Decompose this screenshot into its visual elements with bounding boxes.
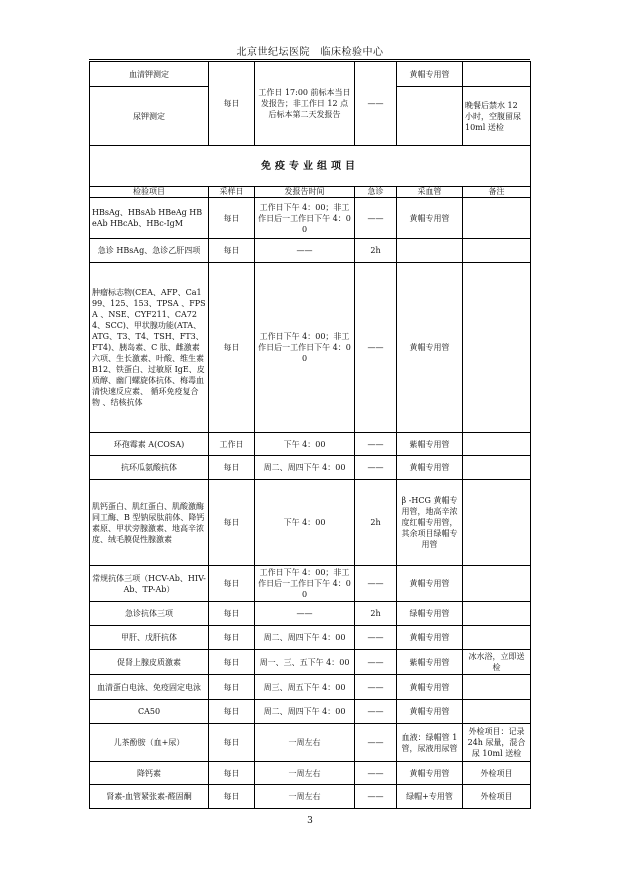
item-cell: 血清蛋白电泳、免疫固定电泳 (90, 675, 209, 700)
tube-cell: 黄帽专用管 (397, 198, 463, 239)
column-header-row (90, 187, 531, 198)
item-cell: 抗环瓜氨酸抗体 (90, 456, 209, 480)
day-cell: 每日 (209, 239, 255, 263)
table-row (90, 626, 531, 650)
note-cell: 外检项目：记录 24h 尿量，混合尿 10ml 送检 (463, 724, 531, 762)
column-header: 检验项目 (90, 187, 209, 198)
day-cell: 每日 (209, 62, 255, 146)
table-row (90, 650, 531, 675)
tube-cell: 黄帽专用管 (397, 700, 463, 724)
report-time-cell: 周二、周四下午 4：00 (255, 700, 355, 724)
table-row (90, 433, 531, 456)
urgent-cell: —— (355, 626, 397, 650)
report-time-cell: 工作日下午 4：00；非工作日后一工作日下午 4：00 (255, 566, 355, 602)
urgent-cell: —— (355, 675, 397, 700)
tube-cell: 紫帽专用管 (397, 433, 463, 456)
urgent-cell: —— (355, 433, 397, 456)
day-cell: 每日 (209, 480, 255, 566)
item-cell: 降钙素 (90, 762, 209, 785)
urgent-cell: —— (355, 263, 397, 433)
day-cell: 每日 (209, 566, 255, 602)
day-cell: 工作日 (209, 433, 255, 456)
note-cell: 晚餐后禁水 12 小时，空腹留尿 10ml 送检 (463, 87, 531, 146)
urgent-cell: —— (355, 650, 397, 675)
day-cell: 每日 (209, 650, 255, 675)
item-cell: 尿钾测定 (90, 87, 209, 146)
note-cell (463, 198, 531, 239)
page-number: 3 (307, 816, 313, 826)
table-row (90, 239, 531, 263)
urgent-cell: —— (355, 724, 397, 762)
table-row (90, 785, 531, 809)
note-cell (463, 263, 531, 433)
note-cell (463, 433, 531, 456)
item-cell: 急诊 HBsAg、急诊乙肝四项 (90, 239, 209, 263)
column-header: 发报告时间 (255, 187, 355, 198)
urgent-cell: —— (355, 700, 397, 724)
item-cell: 儿茶酚胺（血+尿） (90, 724, 209, 762)
day-cell: 每日 (209, 198, 255, 239)
day-cell: 每日 (209, 785, 255, 809)
report-time-cell: 一周左右 (255, 762, 355, 785)
table-row (90, 480, 531, 566)
table-row (90, 724, 531, 762)
tube-cell: β -HCG 黄帽专用管，地高辛浓度红帽专用管，其余项目绿帽专用管 (397, 480, 463, 566)
column-header: 采样日 (209, 187, 255, 198)
table-row (90, 700, 531, 724)
tube-cell: 黄帽专用管 (397, 626, 463, 650)
urgent-cell: 2h (355, 602, 397, 626)
item-cell: CA50 (90, 700, 209, 724)
day-cell: 每日 (209, 602, 255, 626)
lab-schedule-table (89, 61, 531, 809)
note-cell (463, 626, 531, 650)
item-cell: 甲肝、戊肝抗体 (90, 626, 209, 650)
table-row (90, 198, 531, 239)
report-time-cell: 一周左右 (255, 724, 355, 762)
note-cell (463, 602, 531, 626)
table-row (90, 62, 531, 87)
report-time-cell: 周二、周四下午 4：00 (255, 456, 355, 480)
column-header: 备注 (463, 187, 531, 198)
tube-cell: 黄帽专用管 (397, 566, 463, 602)
day-cell: 每日 (209, 675, 255, 700)
item-cell: 促肾上腺皮质激素 (90, 650, 209, 675)
report-time-cell: 周二、周四下午 4：00 (255, 626, 355, 650)
item-cell: 肌钙蛋白、肌红蛋白、肌酸激酶同工酶、B 型钠尿肽前体、降钙素原、甲状旁腺激素、地高辛浓度、绒毛膜促性腺激素 (90, 480, 209, 566)
note-cell (463, 480, 531, 566)
section-title: 免疫专业组项目 (90, 146, 531, 187)
day-cell: 每日 (209, 724, 255, 762)
day-cell: 每日 (209, 700, 255, 724)
report-time-cell: 工作日下午 4：00；非工作日后一工作日下午 4：00 (255, 198, 355, 239)
tube-cell: 绿帽+专用管 (397, 785, 463, 809)
urgent-cell: 2h (355, 239, 397, 263)
column-header: 采血管 (397, 187, 463, 198)
report-time-cell: —— (255, 602, 355, 626)
day-cell: 每日 (209, 456, 255, 480)
tube-cell: 绿帽专用管 (397, 602, 463, 626)
table-row (90, 566, 531, 602)
tube-cell: 血液：绿帽管 1 管，尿液用尿管 (397, 724, 463, 762)
tube-cell: 紫帽专用管 (397, 650, 463, 675)
report-time-cell: 工作日 17:00 前标本当日发报告；非工作日 12 点后标本第二天发报告 (255, 62, 355, 146)
item-cell: 肾素-血管紧张素-醛固酮 (90, 785, 209, 809)
tube-cell: 黄帽专用管 (397, 263, 463, 433)
report-time-cell: —— (255, 239, 355, 263)
report-time-cell: 工作日下午 4：00；非工作日后一工作日下午 4：00 (255, 263, 355, 433)
note-cell (463, 62, 531, 87)
column-header: 急诊 (355, 187, 397, 198)
page-header-title: 北京世纪坛医院 临床检验中心 (236, 47, 384, 58)
urgent-cell: —— (355, 62, 397, 146)
tube-cell: 黄帽专用管 (397, 762, 463, 785)
report-time-cell: 一周左右 (255, 785, 355, 809)
item-cell: HBsAg、HBsAb HBeAg HBeAb HBcAb、HBc-IgM (90, 198, 209, 239)
table-row (90, 762, 531, 785)
note-cell: 冰水浴，立即送检 (463, 650, 531, 675)
note-cell (463, 675, 531, 700)
item-cell: 血清钾测定 (90, 62, 209, 87)
urgent-cell: 2h (355, 480, 397, 566)
day-cell: 每日 (209, 263, 255, 433)
report-time-cell: 下午 4：00 (255, 433, 355, 456)
note-cell: 外检项目 (463, 762, 531, 785)
day-cell: 每日 (209, 762, 255, 785)
note-cell (463, 239, 531, 263)
table-row (90, 675, 531, 700)
tube-cell (397, 239, 463, 263)
urgent-cell: —— (355, 456, 397, 480)
urgent-cell: —— (355, 785, 397, 809)
report-time-cell: 周三、周五下午 4：00 (255, 675, 355, 700)
tube-cell: 黄帽专用管 (397, 675, 463, 700)
note-cell (463, 566, 531, 602)
table-row (90, 456, 531, 480)
item-cell: 常规抗体三项（HCV-Ab、HIV-Ab、TP-Ab） (90, 566, 209, 602)
report-time-cell: 周一、三、五下午 4：00 (255, 650, 355, 675)
urgent-cell: —— (355, 762, 397, 785)
section-row (90, 146, 531, 187)
tube-cell (397, 87, 463, 146)
note-cell (463, 700, 531, 724)
item-cell: 急诊抗体三项 (90, 602, 209, 626)
report-time-cell: 下午 4：00 (255, 480, 355, 566)
urgent-cell: —— (355, 566, 397, 602)
table-row (90, 263, 531, 433)
urgent-cell: —— (355, 198, 397, 239)
header-rule (89, 59, 530, 60)
note-cell (463, 456, 531, 480)
tube-cell: 黄帽专用管 (397, 456, 463, 480)
table-row (90, 602, 531, 626)
day-cell: 每日 (209, 626, 255, 650)
item-cell: 肿瘤标志物(CEA、AFP、Ca199、125、153、TPSA 、FPSA 、NSE、CYF211、CA724、SCC)、甲状腺功能(ATA、ATG、T3、T4、TSH、FT3、FT4)、胰岛素、C 肽、雌激素六项、生长激素、叶酸、维生素 B12、铁蛋白、过敏原 IgE、皮质醇、幽门螺旋体抗体、梅毒血清快速反应素、 循环免疫复合物 、结核抗体 (90, 263, 209, 433)
note-cell: 外检项目 (463, 785, 531, 809)
item-cell: 环孢霉素 A(COSA) (90, 433, 209, 456)
tube-cell: 黄帽专用管 (397, 62, 463, 87)
